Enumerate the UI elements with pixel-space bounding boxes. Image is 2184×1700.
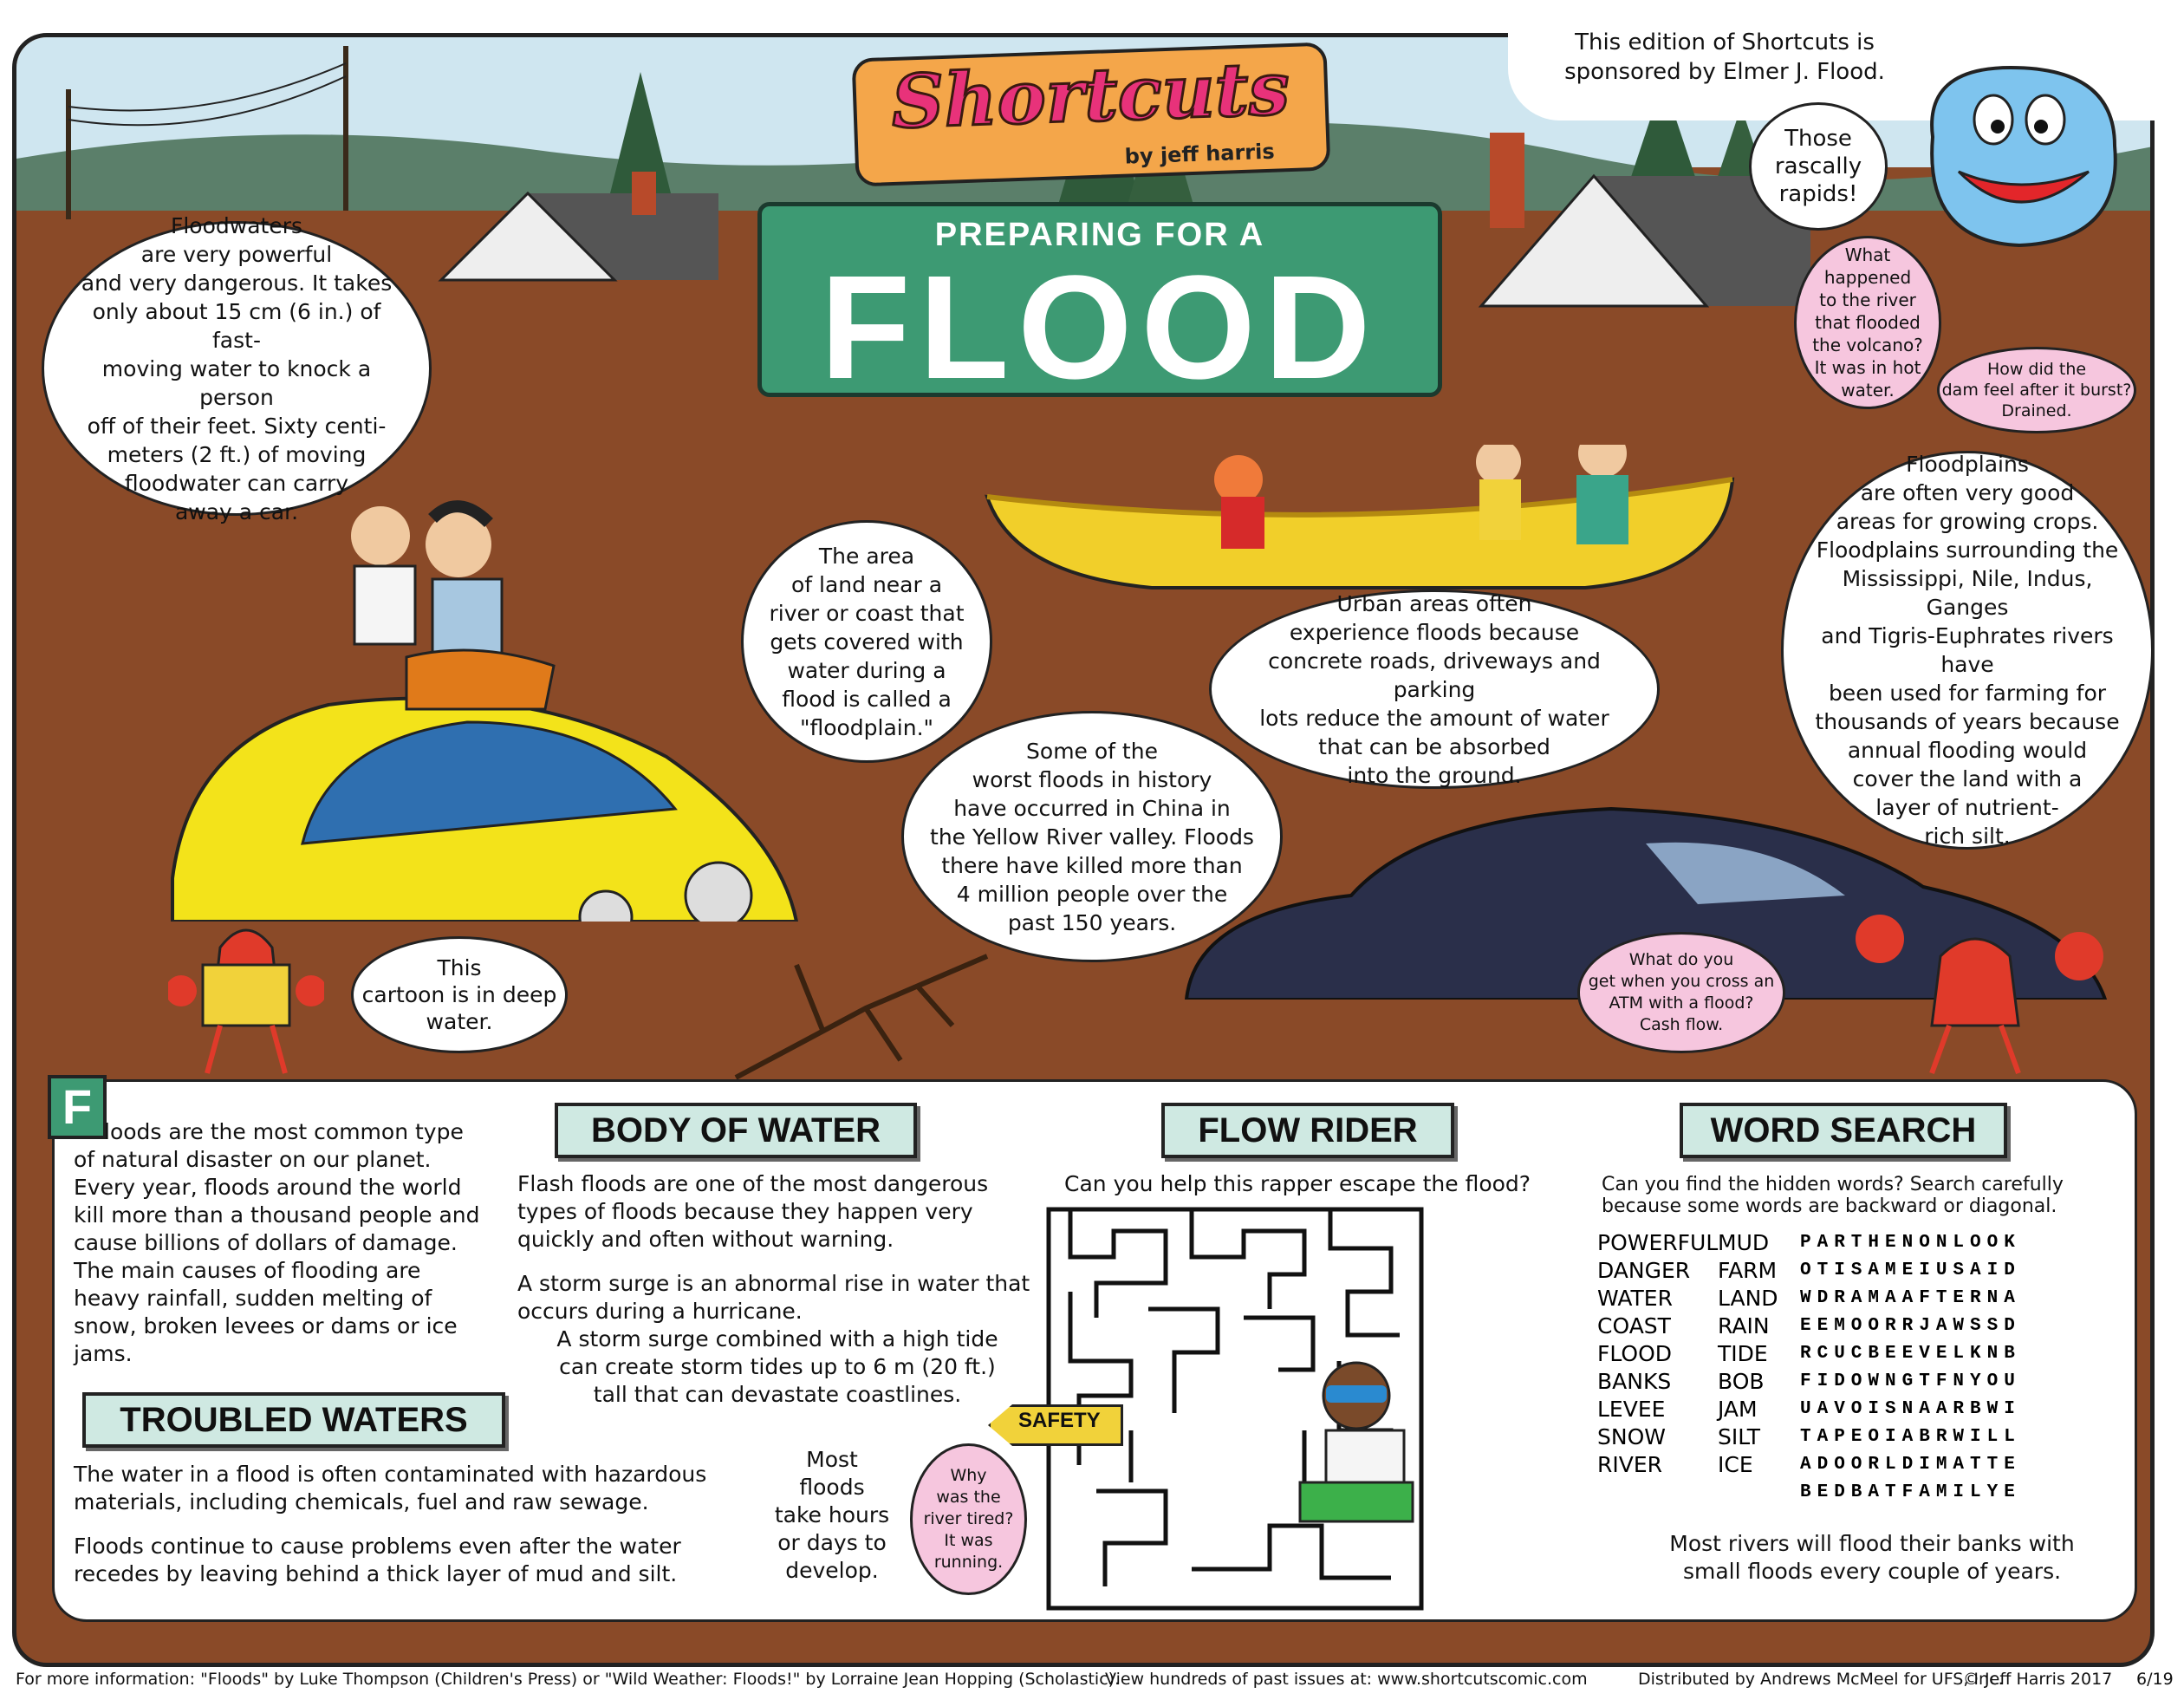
word-item: DANGER: [1597, 1258, 1691, 1283]
footer-site[interactable]: View hundreds of past issues at: www.shortcutscomic.com: [1105, 1670, 1588, 1689]
heading-troubled-waters: TROUBLED WATERS: [82, 1392, 505, 1448]
bubble-tired-joke: Why was the river tired? It was running.: [910, 1443, 1027, 1595]
sign-line-1: PREPARING FOR A: [934, 217, 1265, 253]
troubled-waters-p1: The water in a flood is often contaminated with hazardous materials, including chemicals, fuel and raw sewage.: [74, 1462, 707, 1514]
word-item: JAM: [1718, 1397, 1758, 1422]
word-item: COAST: [1597, 1313, 1671, 1339]
logo-title: Shortcuts: [890, 45, 1291, 145]
sign-line-2: FLOOD: [820, 245, 1380, 397]
bubble-dam-joke: How did the dam feel after it burst? Drained.: [1937, 347, 2136, 433]
grid-row[interactable]: OTISAMEIUSAID: [1800, 1260, 2021, 1280]
bubble-floodwaters: Floodwaters are very powerful and very dangerous. It takes only about 15 cm (6 in.) of fast- moving water to knock a person off of their feet. Sixty centi- meters (2 ft.) of moving floodwater can carry away a car.: [42, 221, 432, 516]
kids-on-car: [276, 492, 571, 735]
crab-character-left: [168, 913, 324, 1078]
river-mascot: [1907, 50, 2132, 258]
word-search-grid[interactable]: [1800, 1229, 2021, 1507]
word-item: ICE: [1718, 1452, 1753, 1477]
word-item: BOB: [1718, 1369, 1765, 1394]
grid-row[interactable]: TAPEOIABRWILL: [1800, 1427, 2021, 1447]
heading-word-search: WORD SEARCH: [1680, 1103, 2007, 1158]
word-item: TIDE: [1718, 1341, 1768, 1366]
flooded-house-left: [424, 167, 736, 323]
drop-cap: F: [48, 1075, 107, 1139]
grid-row[interactable]: EEMOORRJAWSSD: [1800, 1316, 2021, 1336]
footer-date: 6/19: [2136, 1670, 2174, 1689]
troubled-waters-p2: Floods continue to cause problems even after the water recedes by leaving behind a thick layer of mud and silt.: [74, 1534, 681, 1586]
bubble-urban: Urban areas often experience floods because concrete roads, driveways and parking lots reduce the amount of water that can be absorbed into the ground.: [1209, 589, 1660, 789]
sponsor-text: This edition of Shortcuts is sponsored by Elmer J. Flood.: [1564, 29, 1885, 85]
word-search-instructions: Can you find the hidden words? Search carefully because some words are backward or diagonal.: [1602, 1174, 2064, 1217]
grid-row[interactable]: UAVOISNAARBWI: [1800, 1399, 2021, 1419]
word-item: BANKS: [1597, 1369, 1672, 1394]
bubble-atm-joke: What do you get when you cross an ATM with a flood? Cash flow.: [1577, 932, 1785, 1053]
word-item: FLOOD: [1597, 1341, 1673, 1366]
word-item: RIVER: [1597, 1452, 1663, 1477]
word-item: SNOW: [1597, 1424, 1666, 1449]
grid-row[interactable]: WDRAMAAFTERNA: [1800, 1288, 2021, 1308]
grid-row[interactable]: PARTHENONLOOK: [1800, 1233, 2021, 1253]
word-list-col-2: [1718, 1229, 1778, 1479]
word-item: FARM: [1718, 1258, 1778, 1283]
body-of-water-p1: Flash floods are one of the most dangerous types of floods because they happen very quickly and often without warning.: [517, 1171, 989, 1252]
word-list-col-1: [1597, 1229, 1718, 1479]
yellow-canoe: [978, 445, 1741, 601]
word-item: SILT: [1718, 1424, 1760, 1449]
grid-row[interactable]: FIDOWNGTFNYOU: [1800, 1371, 2021, 1391]
word-item: RAIN: [1718, 1313, 1770, 1339]
flow-rider-prompt: Can you help this rapper escape the flood?: [1064, 1171, 1531, 1196]
footer-distributed: Distributed by Andrews McMeel for UFS, Inc.: [1638, 1670, 2004, 1689]
bubble-cartoon: This cartoon is in deep water.: [351, 936, 568, 1053]
word-search-footer: Most rivers will flood their banks with small floods every couple of years.: [1669, 1531, 2075, 1584]
grid-row[interactable]: BEDBATFAMILYE: [1800, 1482, 2021, 1502]
flood-sign: [757, 202, 1442, 397]
heading-flow-rider: FLOW RIDER: [1161, 1103, 1454, 1158]
bubble-volcano-joke: What happened to the river that flooded the volcano? It was in hot water.: [1794, 236, 1941, 409]
most-floods-note: Most floods take hours or days to develop.: [774, 1447, 890, 1583]
grid-row[interactable]: ADOORLDIMATTE: [1800, 1455, 2021, 1475]
heading-body-of-water: BODY OF WATER: [555, 1103, 917, 1158]
safety-label: SAFETY: [1018, 1409, 1101, 1432]
floating-branch: [727, 948, 1004, 1086]
rapper-character: [1274, 1352, 1447, 1534]
body-of-water-p3: A storm surge combined with a high tide can create storm tides up to 6 m (20 ft.) tall that can devastate coastlines.: [556, 1326, 998, 1407]
word-item: MUD: [1718, 1230, 1770, 1255]
bubble-floodplain: The area of land near a river or coast that gets covered with water during a flood is called a "floodplain.": [741, 520, 992, 763]
logo-byline: by jeff harris: [1124, 139, 1276, 169]
bubble-floodplains: Floodplains are often very good areas for growing crops. Floodplains surrounding the Mississippi, Nile, Indus, Ganges and Tigris-Euphrates rivers have been used for farming for thousands of years because annual flooding would cover the land with a layer of nutrient- rich silt.: [1781, 451, 2154, 850]
bubble-rapids: Those rascally rapids!: [1749, 102, 1888, 231]
word-item: LEVEE: [1597, 1397, 1666, 1422]
word-item: WATER: [1597, 1286, 1673, 1311]
footer-info: For more information: "Floods" by Luke Thompson (Children's Press) or "Wild Weather: Floods!" by Lorraine Jean Hopping (Scholastic).: [16, 1670, 1121, 1689]
grid-row[interactable]: RCUCBEEVELKNB: [1800, 1344, 2021, 1364]
footer-copyright: © Jeff Harris 2017: [1963, 1670, 2113, 1689]
word-item: POWERFUL: [1597, 1230, 1719, 1255]
body-of-water-p2: A storm surge is an abnormal rise in water that occurs during a hurricane.: [517, 1271, 1030, 1324]
shortcuts-logo: [852, 42, 1331, 186]
intro-text: loods are the most common type of natural disaster on our planet. Every year, floods around the world kill more than a thousand people and cause billions of dollars of damage. The main causes of flooding are heavy rainfall, sudden melting of snow, broken levees or dams or ice jams.: [74, 1119, 480, 1366]
crab-character-right: [1845, 904, 2105, 1078]
word-item: LAND: [1718, 1286, 1778, 1311]
bubble-china: Some of the worst floods in history have occurred in China in the Yellow River valley. Floods there have killed more than 4 million people over the past 150 years.: [901, 711, 1283, 962]
